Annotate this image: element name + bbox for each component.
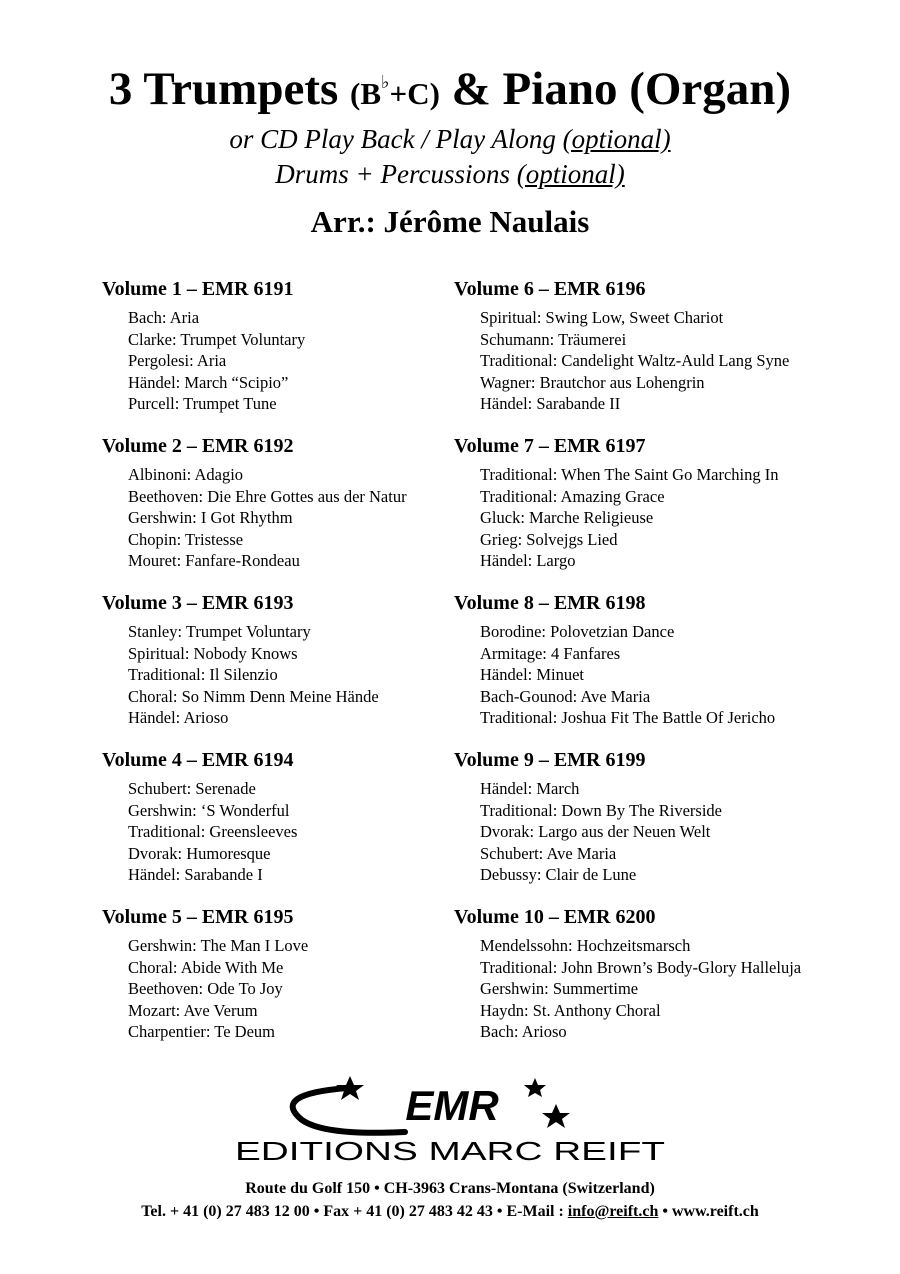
title-key-open: (B — [350, 76, 382, 111]
piece-item: Traditional: Amazing Grace — [480, 486, 665, 506]
piece-item: Bach: Aria — [128, 308, 200, 327]
logo-star-top — [524, 1078, 546, 1097]
piece-item: Armitage: 4 Fanfares — [480, 643, 621, 663]
piece-list — [128, 464, 447, 572]
website: • www.reift.ch — [658, 1203, 759, 1220]
piece-item: Traditional: John Brown’s Body-Glory Halleluja — [480, 957, 802, 977]
logo-star-left — [336, 1076, 364, 1100]
piece-item: Pergolesi: Aria — [128, 351, 227, 370]
piece-item: Haydn: St. Anthony Choral — [480, 1000, 661, 1020]
piece-item: Chopin: Tristesse — [128, 529, 244, 549]
volume-column-right — [454, 275, 884, 1060]
piece-item: Traditional: Greensleeves — [128, 822, 298, 841]
piece-item: Beethoven: Ode To Joy — [128, 979, 283, 998]
page-title — [0, 52, 900, 124]
subtitle-1-optional: (optional) — [562, 124, 671, 154]
piece-list — [480, 621, 884, 729]
piece-item: Choral: Abide With Me — [128, 957, 284, 977]
piece-list — [128, 307, 447, 415]
piece-item: Stanley: Trumpet Voluntary — [128, 622, 311, 641]
piece-item: Spiritual: Swing Low, Sweet Chariot — [480, 308, 724, 327]
volume-block — [102, 589, 447, 746]
title-part1: 3 Trumpets — [108, 63, 351, 115]
volume-title: Volume 10 – EMR 6200 — [454, 906, 656, 928]
piece-list — [128, 621, 447, 729]
piece-item: Händel: Largo — [480, 551, 576, 570]
volume-block — [102, 746, 447, 903]
piece-item: Händel: Arioso — [128, 708, 229, 727]
volume-block — [454, 275, 884, 432]
volume-block — [454, 432, 884, 589]
logo-wordmark: EDITIONS MARC REIFT — [235, 1136, 666, 1166]
piece-item: Mouret: Fanfare-Rondeau — [128, 551, 300, 570]
volume-title: Volume 1 – EMR 6191 — [102, 278, 294, 300]
arranger: Arr.: Jérôme Naulais — [310, 204, 590, 239]
piece-list — [480, 307, 884, 415]
piece-item: Traditional: When The Saint Go Marching In — [480, 465, 779, 484]
piece-item: Händel: March “Scipio” — [128, 372, 289, 392]
piece-item: Mozart: Ave Verum — [128, 1000, 258, 1020]
piece-item: Albinoni: Adagio — [128, 465, 244, 484]
volume-title: Volume 4 – EMR 6194 — [102, 749, 294, 771]
piece-item: Beethoven: Die Ehre Gottes aus der Natur — [128, 486, 407, 506]
logo-star-right — [542, 1104, 570, 1128]
piece-list — [128, 778, 447, 886]
volume-title: Volume 7 – EMR 6197 — [454, 435, 646, 457]
piece-item: Traditional: Candelight Waltz-Auld Lang Syne — [480, 351, 790, 370]
volume-title: Volume 5 – EMR 6195 — [102, 906, 294, 928]
volume-block — [102, 275, 447, 432]
piece-item: Händel: Sarabande II — [480, 394, 621, 413]
title-part2: & Piano (Organ) — [439, 63, 792, 115]
piece-item: Gershwin: I Got Rhythm — [128, 508, 293, 527]
emr-logo — [230, 1062, 670, 1172]
flat-sign: ♭ — [381, 72, 390, 92]
publisher-address: Route du Golf 150 • CH-3963 Crans-Montana (Switzerland) — [245, 1180, 655, 1197]
volume-title: Volume 2 – EMR 6192 — [102, 435, 294, 457]
piece-item: Wagner: Brautchor aus Lohengrin — [480, 372, 705, 392]
piece-item: Bach: Arioso — [480, 1022, 567, 1041]
piece-item: Gluck: Marche Religieuse — [480, 508, 654, 527]
subtitle-2-optional: (optional) — [516, 159, 625, 189]
piece-list — [480, 778, 884, 886]
piece-list — [128, 935, 447, 1043]
contact-phone-fax: Tel. + 41 (0) 27 483 12 00 • Fax + 41 (0) 27 483 42 43 • E-Mail : — [141, 1203, 568, 1220]
piece-item: Borodine: Polovetzian Dance — [480, 622, 675, 641]
volume-title: Volume 8 – EMR 6198 — [454, 592, 646, 614]
subtitle-line-1 — [0, 122, 900, 156]
piece-item: Purcell: Trumpet Tune — [128, 394, 277, 413]
piece-item: Händel: Sarabande I — [128, 865, 263, 884]
piece-list — [480, 464, 884, 572]
publisher-contact — [0, 1201, 900, 1223]
piece-item: Bach-Gounod: Ave Maria — [480, 686, 651, 706]
piece-item: Schumann: Träumerei — [480, 329, 627, 349]
volume-block — [454, 746, 884, 903]
piece-item: Spiritual: Nobody Knows — [128, 643, 298, 663]
piece-item: Gershwin: The Man I Love — [128, 936, 309, 955]
logo-mark-text: EMR — [405, 1082, 499, 1129]
piece-list — [480, 935, 884, 1043]
volume-block — [102, 903, 447, 1060]
piece-item: Choral: So Nimm Denn Meine Hände — [128, 686, 379, 706]
volume-title: Volume 3 – EMR 6193 — [102, 592, 294, 614]
volume-block — [454, 589, 884, 746]
piece-item: Charpentier: Te Deum — [128, 1022, 275, 1041]
piece-item: Mendelssohn: Hochzeitsmarsch — [480, 936, 691, 955]
volume-title: Volume 9 – EMR 6199 — [454, 749, 646, 771]
piece-item: Dvorak: Humoresque — [128, 843, 271, 863]
volume-column-left — [102, 275, 447, 1060]
title-key-rest: +C) — [389, 76, 440, 111]
piece-item: Traditional: Down By The Riverside — [480, 800, 722, 820]
subtitle-2-text: Drums + Percussions — [275, 159, 517, 189]
piece-item: Clarke: Trumpet Voluntary — [128, 329, 306, 349]
volume-block — [454, 903, 884, 1060]
piece-item: Händel: March — [480, 779, 580, 798]
piece-item: Debussy: Clair de Lune — [480, 865, 637, 884]
piece-item: Dvorak: Largo aus der Neuen Welt — [480, 822, 711, 841]
piece-item: Händel: Minuet — [480, 665, 585, 684]
subtitle-1-text: or CD Play Back / Play Along — [229, 124, 563, 154]
volume-title: Volume 6 – EMR 6196 — [454, 278, 646, 300]
email-link[interactable]: info@reift.ch — [567, 1203, 659, 1220]
piece-item: Schubert: Serenade — [128, 779, 256, 798]
volume-block — [102, 432, 447, 589]
piece-item: Gershwin: Summertime — [480, 979, 639, 998]
subtitle-line-2 — [0, 157, 900, 191]
piece-item: Traditional: Joshua Fit The Battle Of Jericho — [480, 708, 776, 727]
piece-item: Schubert: Ave Maria — [480, 843, 617, 863]
piece-item: Gershwin: ‘S Wonderful — [128, 800, 290, 820]
piece-item: Traditional: Il Silenzio — [128, 665, 278, 684]
piece-item: Grieg: Solvejgs Lied — [480, 529, 618, 549]
